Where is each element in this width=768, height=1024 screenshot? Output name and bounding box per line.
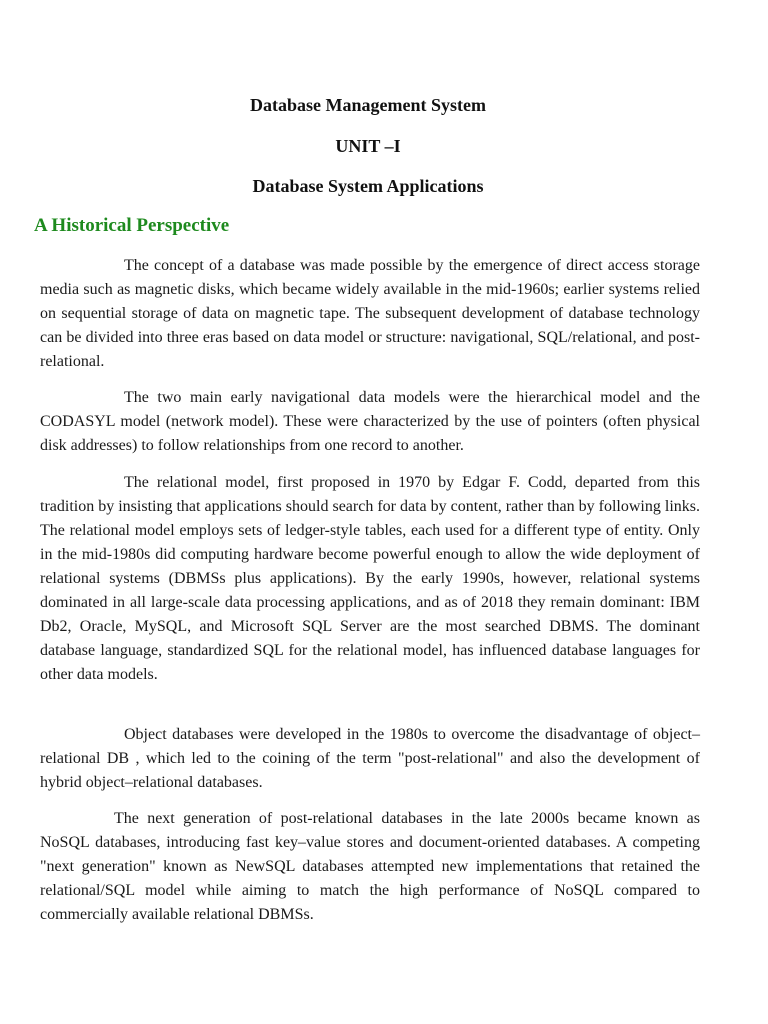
section-heading: A Historical Perspective <box>34 215 230 236</box>
paragraph-3: The relational model, first proposed in 1970 by Edgar F. Codd, departed from this tradition by insisting that applications should search for data by content, rather than by following links. The relational model employs sets of ledger-style tables, each used for a different type of entity. Only in the mid-1980s did computing hardware become powerful enough to allow the wide deployment of relational systems (DBMSs plus applications). By the early 1990s, however, relational systems dominated in all large-scale data processing applications, and as of 2018 they remain dominant: IBM Db2, Oracle, MySQL, and Microsoft SQL Server are the most searched DBMS. The dominant database language, standardized SQL for the relational model, has influenced database languages for other data models. <box>40 474 700 683</box>
unit-label: UNIT –I <box>335 136 401 156</box>
document-subtitle: Database System Applications <box>252 176 484 196</box>
paragraph-4: Object databases were developed in the 1980s to overcome the disadvantage of object–relational DB , which led to the coining of the term "post-relational" and also the development of hybrid object–relational databases. <box>40 726 700 791</box>
paragraph-5: The next generation of post-relational databases in the late 2000s became known as NoSQL databases, introducing fast key–value stores and document-oriented databases. A competing "next generation" known as NewSQL databases attempted new implementations that retained the relational/SQL model while aiming to match the high performance of NoSQL compared to commercially available relational DBMSs. <box>40 810 700 923</box>
paragraph-2: The two main early navigational data models were the hierarchical model and the CODASYL model (network model). These were characterized by the use of pointers (often physical disk addresses) to follow relationships from one record to another. <box>40 389 700 454</box>
document-title: Database Management System <box>250 95 486 115</box>
paragraph-1: The concept of a database was made possible by the emergence of direct access storage media such as magnetic disks, which became widely available in the mid-1960s; earlier systems relied on sequential storage of data on magnetic tape. The subsequent development of database technology can be divided into three eras based on data model or structure: navigational, SQL/relational, and post-relational. <box>40 257 700 370</box>
